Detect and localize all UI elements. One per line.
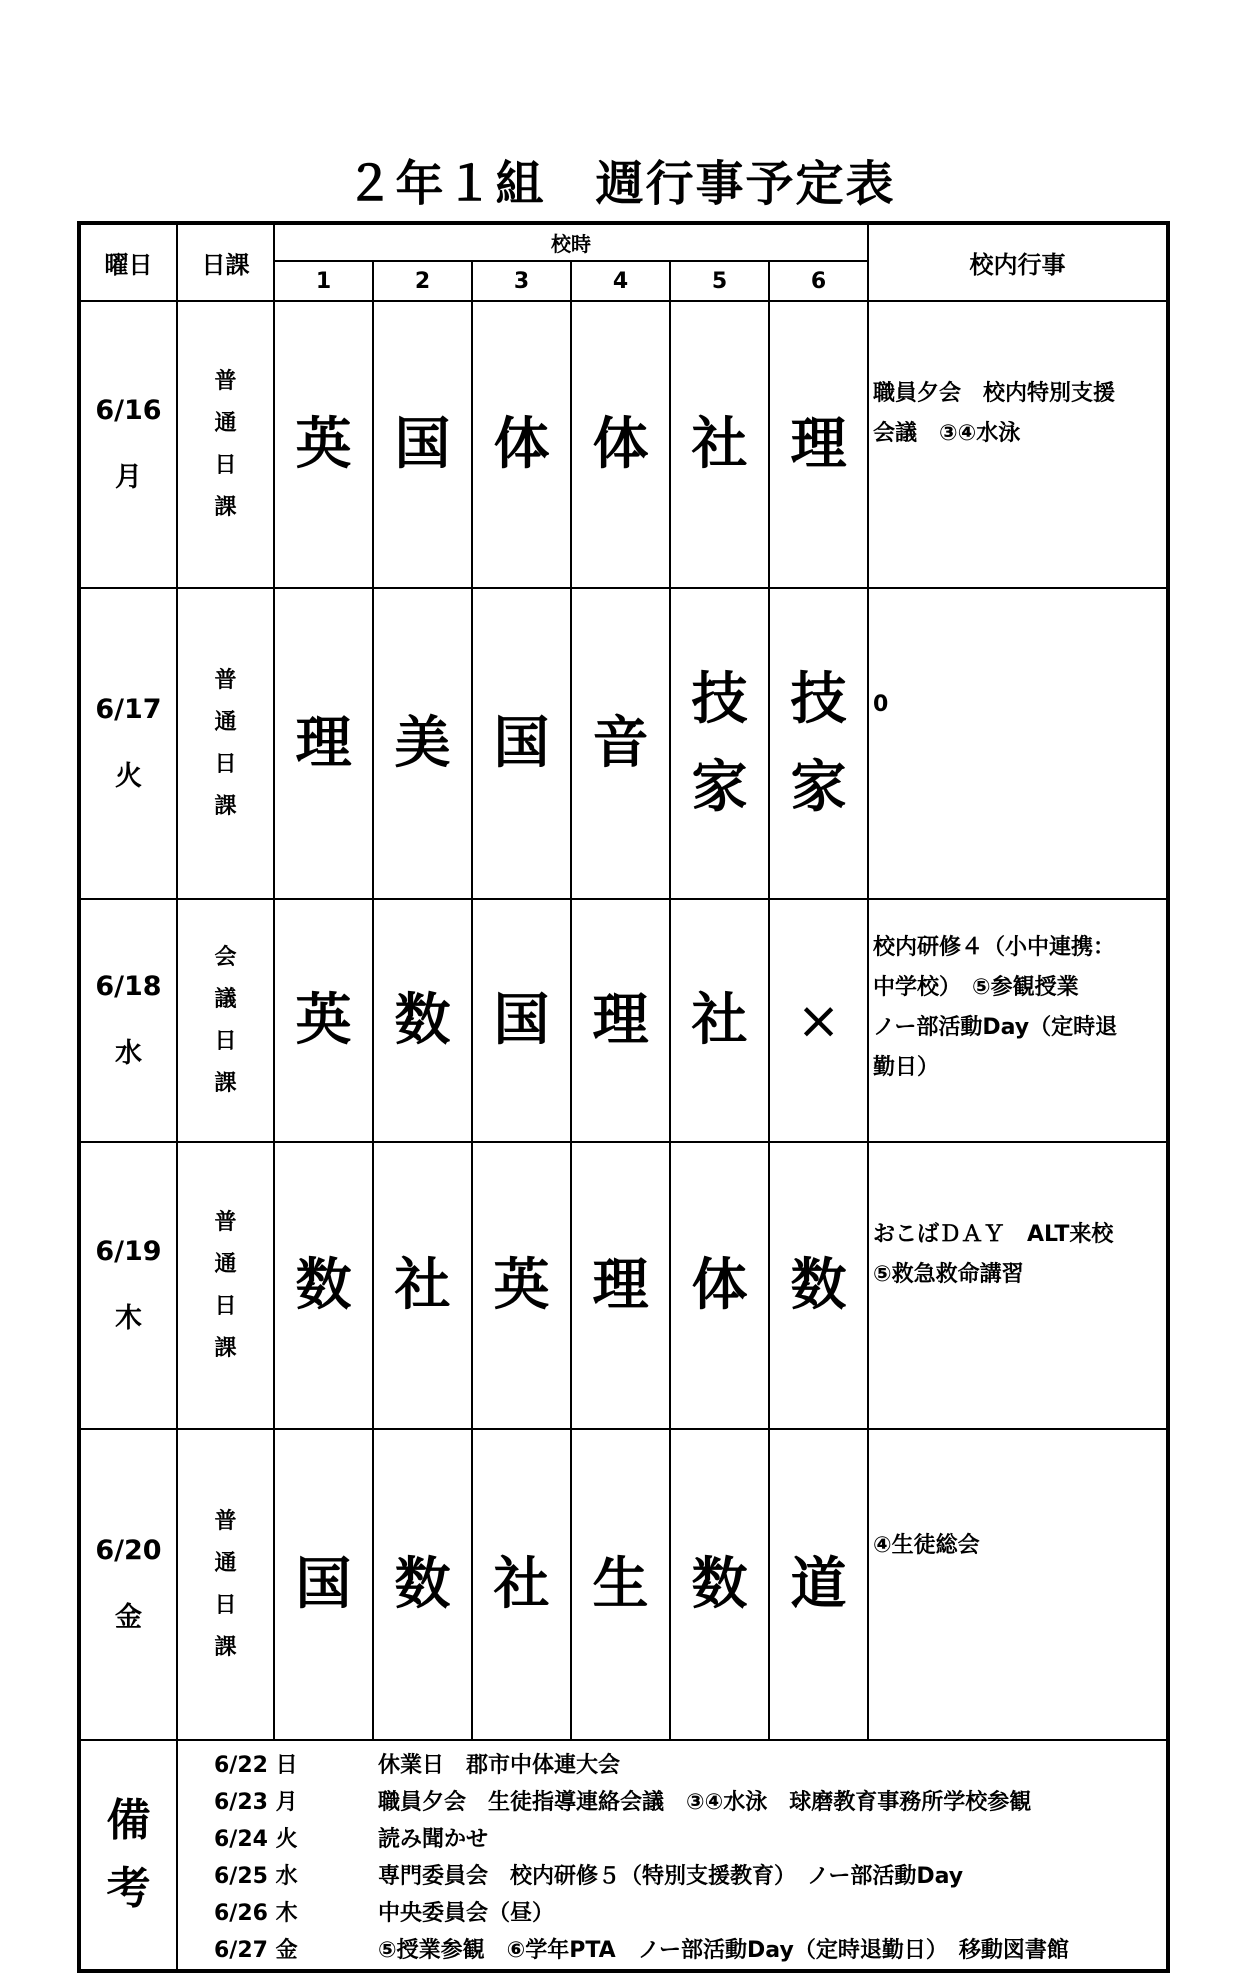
subject-cell: 数 — [769, 1142, 868, 1429]
period-number: 3 — [472, 261, 571, 301]
period-number: 1 — [274, 261, 373, 301]
header-day: 曜日 — [79, 223, 177, 301]
note-line: 6/25 水 専門委員会 校内研修５（特別支援教育） ノー部活動Day — [214, 1864, 964, 1889]
weekday: 木 — [115, 1302, 142, 1334]
subject-cell: 国 — [373, 301, 472, 588]
date: 6/16 — [95, 395, 162, 427]
header-events: 校内行事 — [868, 223, 1168, 301]
date-cell — [79, 301, 177, 588]
note-line: 6/26 木 中央委員会（昼） — [214, 1901, 555, 1926]
subject-cell: 技家 — [670, 588, 769, 899]
period-number: 4 — [571, 261, 670, 301]
date-cell — [79, 1142, 177, 1429]
schedule-table — [77, 221, 1170, 1973]
page-title: ２年１組 週行事予定表 — [345, 156, 896, 212]
subject-cell: 社 — [373, 1142, 472, 1429]
subject-cell: 生 — [571, 1429, 670, 1740]
day-row — [79, 588, 1168, 899]
subject-cell: 英 — [274, 899, 373, 1142]
date: 6/20 — [95, 1535, 162, 1567]
day-row — [79, 1429, 1168, 1740]
subject-cell: 体 — [670, 1142, 769, 1429]
subject-cell: 体 — [472, 301, 571, 588]
weekday: 水 — [115, 1037, 142, 1069]
subject-cell: 理 — [571, 1142, 670, 1429]
events-cell: 校内研修４（小中連携： 中学校） ⑤参観授業 ノー部活動Day（定時退 勤日） — [868, 899, 1168, 1142]
day-row — [79, 1142, 1168, 1429]
subject-cell: 英 — [472, 1142, 571, 1429]
subject-cell: 数 — [373, 899, 472, 1142]
events-cell: おこばＤＡＹ ALT来校 ⑤救急救命講習 — [868, 1142, 1168, 1429]
date-cell — [79, 588, 177, 899]
schedule-type: 普 通 日 課 — [177, 1142, 274, 1429]
notes-body — [177, 1740, 1168, 1971]
day-row — [79, 899, 1168, 1142]
schedule-type: 普 通 日 課 — [177, 588, 274, 899]
weekday: 金 — [115, 1601, 142, 1633]
subject-cell: 数 — [373, 1429, 472, 1740]
date: 6/19 — [95, 1236, 162, 1268]
subject-cell: 体 — [571, 301, 670, 588]
note-line: 6/22 日 休業日 郡市中体連大会 — [214, 1753, 621, 1778]
subject-cell: × — [769, 899, 868, 1142]
subject-cell: 英 — [274, 301, 373, 588]
subject-cell: 道 — [769, 1429, 868, 1740]
subject-cell: 社 — [670, 301, 769, 588]
schedule-type: 普 通 日 課 — [177, 1429, 274, 1740]
subject-cell: 美 — [373, 588, 472, 899]
subject-cell: 数 — [670, 1429, 769, 1740]
header-periods: 校時 — [274, 223, 868, 261]
weekday: 月 — [115, 461, 142, 493]
subject-cell: 国 — [472, 588, 571, 899]
subject-cell: 数 — [274, 1142, 373, 1429]
period-number: 2 — [373, 261, 472, 301]
subject-cell: 音 — [571, 588, 670, 899]
period-number: 6 — [769, 261, 868, 301]
subject-cell: 理 — [769, 301, 868, 588]
note-line: 6/27 金 ⑤授業参観 ⑥学年PTA ノー部活動Day（定時退勤日） 移動図書館 — [214, 1938, 1069, 1963]
subject-cell: 理 — [571, 899, 670, 1142]
header-schedule: 日課 — [177, 223, 274, 301]
subject-cell: 国 — [472, 899, 571, 1142]
date: 6/18 — [95, 971, 162, 1003]
schedule-type: 会 議 日 課 — [177, 899, 274, 1142]
events-cell: 0 — [868, 588, 1168, 899]
subject-cell: 技家 — [769, 588, 868, 899]
date-cell — [79, 1429, 177, 1740]
notes-label: 備 考 — [79, 1740, 177, 1971]
note-line: 6/24 火 読み聞かせ — [214, 1827, 489, 1852]
schedule-type: 普 通 日 課 — [177, 301, 274, 588]
subject-cell: 社 — [472, 1429, 571, 1740]
events-cell: ④生徒総会 — [868, 1429, 1168, 1740]
period-number: 5 — [670, 261, 769, 301]
date-cell — [79, 899, 177, 1142]
note-line: 6/23 月 職員夕会 生徒指導連絡会議 ③④水泳 球磨教育事務所学校参観 — [214, 1790, 1032, 1815]
subject-cell: 国 — [274, 1429, 373, 1740]
weekday: 火 — [115, 760, 142, 792]
subject-cell: 社 — [670, 899, 769, 1142]
events-cell: 職員夕会 校内特別支援 会議 ③④水泳 — [868, 301, 1168, 588]
day-row — [79, 301, 1168, 588]
notes-row — [79, 1740, 1168, 1971]
subject-cell: 理 — [274, 588, 373, 899]
date: 6/17 — [95, 694, 162, 726]
